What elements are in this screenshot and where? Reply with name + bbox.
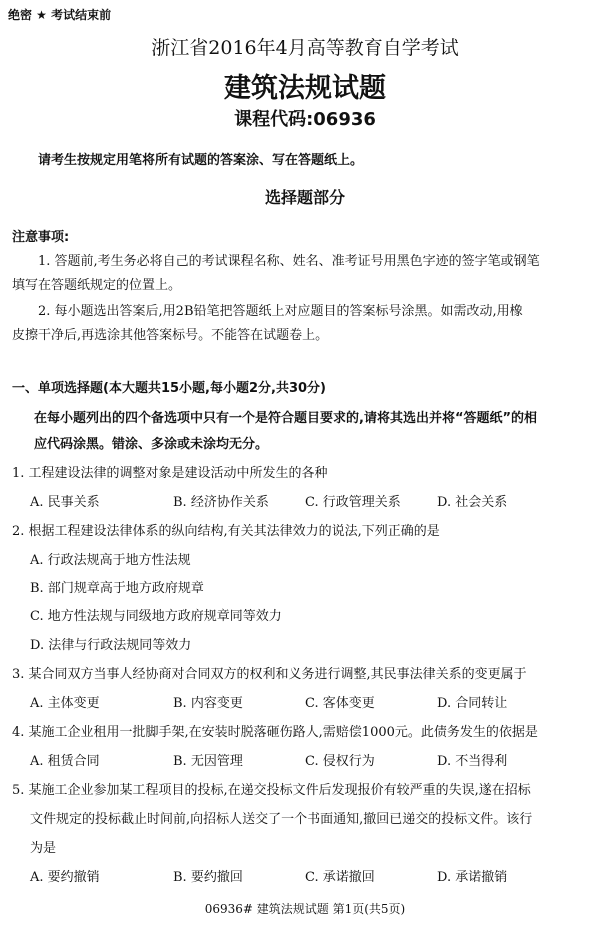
question-2-stem: 2. 根据工程建设法律体系的纵向结构,有关其法律效力的说法,下列正确的是 [12,524,440,539]
course-code: 课程代码:06936 [234,109,376,130]
question-3-option-d: D. 合同转让 [437,696,508,711]
note-item-1-line-2: 填写在答题纸规定的位置上。 [12,278,182,293]
question-1-option-a: A. 民事关系 [30,495,100,510]
answer-notice: 请考生按规定用笔将所有试题的答案涂、写在答题纸上。 [38,153,364,168]
secret-mark: 绝密 ★ 考试结束前 [8,8,112,22]
question-5-stem-line-3: 为是 [30,841,57,856]
exam-title: 浙江省2016年4月高等教育自学考试 [151,37,459,59]
question-2-option-b: B. 部门规章高于地方政府规章 [30,581,204,596]
notes-heading: 注意事项: [12,230,70,245]
question-1-option-b: B. 经济协作关系 [173,495,269,510]
question-5-stem-line-2: 文件规定的投标截止时间前,向招标人送交了一个书面通知,撤回已递交的投标文件。该行 [30,812,533,827]
question-4-option-b: B. 无因管理 [173,754,243,769]
question-2-option-c: C. 地方性法规与同级地方政府规章同等效力 [30,609,282,624]
question-5-option-d: D. 承诺撤销 [437,870,508,885]
question-3-option-a: A. 主体变更 [30,696,100,711]
question-2-option-d: D. 法律与行政法规同等效力 [30,638,192,653]
section-title: 选择题部分 [264,188,345,207]
question-3-option-b: B. 内容变更 [173,696,243,711]
question-1-option-d: D. 社会关系 [437,495,508,510]
question-4-option-a: A. 租赁合同 [30,754,100,769]
question-5-stem-line-1: 5. 某施工企业参加某工程项目的投标,在递交投标文件后发现报价有较严重的失误,遂在招标 [12,783,531,798]
question-4-option-d: D. 不当得利 [437,754,508,769]
question-4-option-c: C. 侵权行为 [305,754,375,769]
question-4-stem: 4. 某施工企业租用一批脚手架,在安装时脱落砸伤路人,需赔偿1000元。此债务发生的依据是 [12,725,538,740]
note-item-2-line-2: 皮擦干净后,再选涂其他答案标号。不能答在试题卷上。 [12,328,329,343]
question-2-option-a: A. 行政法规高于地方性法规 [30,553,191,568]
question-5-option-b: B. 要约撤回 [173,870,243,885]
subject-title: 建筑法规试题 [224,73,386,104]
part1-instruction-line-2: 应代码涂黑。错涂、多涂或未涂均无分。 [34,437,269,452]
question-1-stem: 1. 工程建设法律的调整对象是建设活动中所发生的各种 [12,466,328,481]
note-item-2-line-1: 2. 每小题选出答案后,用2B铅笔把答题纸上对应题目的答案标号涂黑。如需改动,用橡 [38,304,523,319]
question-5-option-c: C. 承诺撤回 [305,870,375,885]
question-1-option-c: C. 行政管理关系 [305,495,401,510]
page-footer: 06936# 建筑法规试题 第1页(共5页) [204,902,406,916]
question-5-option-a: A. 要约撤销 [30,870,100,885]
question-3-stem: 3. 某合同双方当事人经协商对合同双方的权利和义务进行调整,其民事法律关系的变更属于 [12,667,527,682]
question-3-option-c: C. 客体变更 [305,696,375,711]
note-item-1-line-1: 1. 答题前,考生务必将自己的考试课程名称、姓名、准考证号用黑色字迹的签字笔或钢笔 [38,254,540,269]
part1-instruction-line-1: 在每小题列出的四个备选项中只有一个是符合题目要求的,请将其选出并将“答题纸”的相 [34,411,538,426]
part1-heading: 一、单项选择题(本大题共15小题,每小题2分,共30分) [12,381,326,396]
